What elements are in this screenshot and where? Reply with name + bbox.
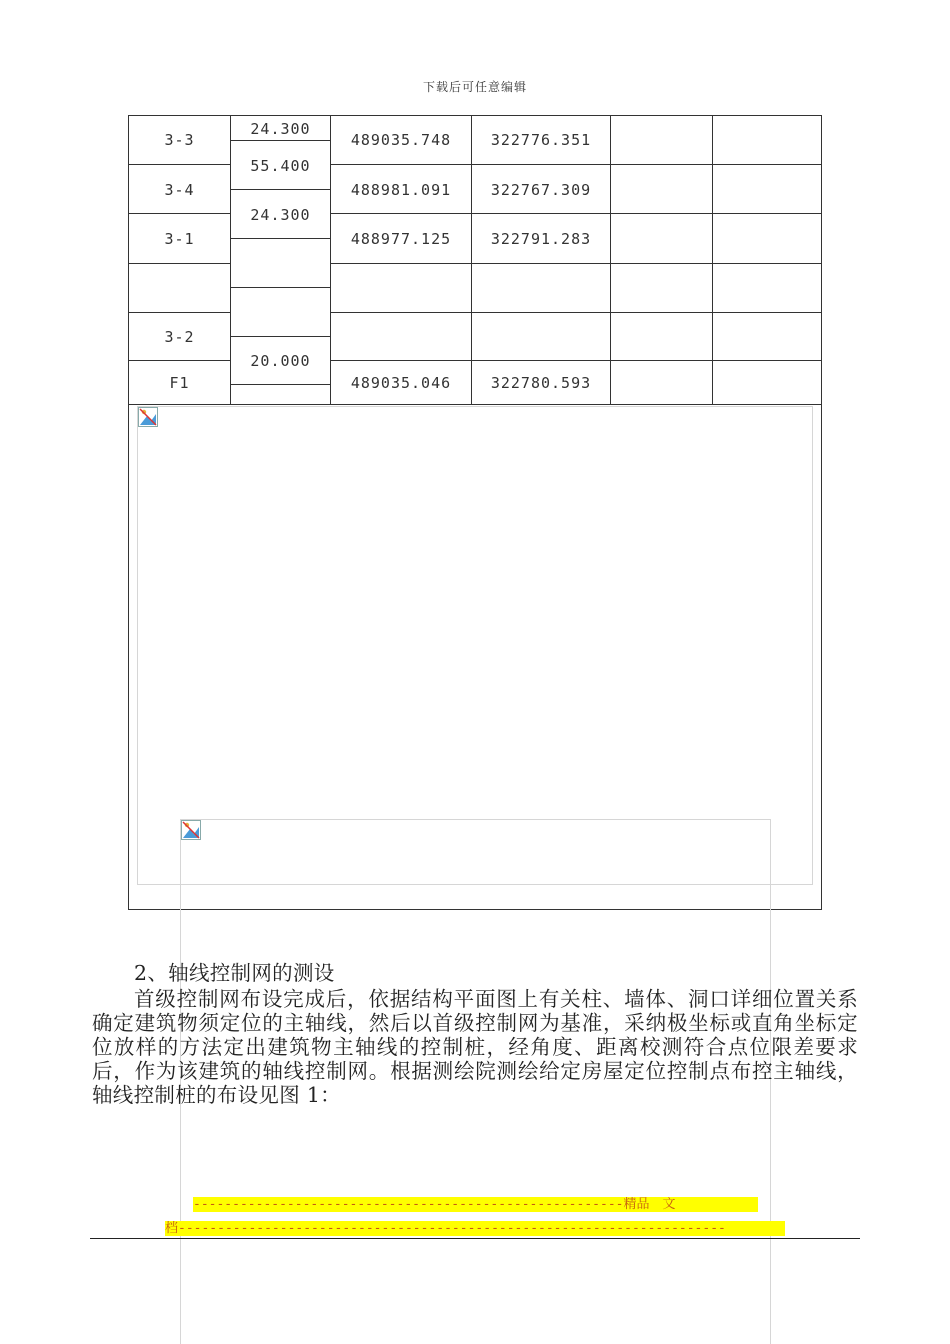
section-body-text: 首级控制网布设完成后，依据结构平面图上有关柱、墙体、洞口详细位置关系确定建筑物须定位的主轴线，然后以首级控制网为基准，采纳极坐标或直角坐标定位放样的方法定出建筑物主轴线的控制桩，经角度、距离校测符合点位限差要求后，作为该建筑的轴线控制网。根据测绘院测绘给定房屋定位控制点布控主轴线，轴线控制桩的布设见图 1： — [92, 987, 858, 1107]
footer-rule — [90, 1238, 860, 1239]
table-cell-point: 3-2 — [164, 328, 195, 346]
table-row-line — [128, 404, 822, 405]
table-col-line — [610, 115, 611, 405]
table-cell-x: 488977.125 — [350, 230, 452, 248]
broken-image-icon — [181, 820, 201, 840]
table-cell-x: 488981.091 — [350, 181, 452, 199]
table-row-line — [330, 164, 822, 165]
table-border-top — [128, 115, 822, 116]
distance-col-line — [230, 384, 330, 385]
table-cell-y: 322791.283 — [490, 230, 592, 248]
table-cell-point: 3-3 — [164, 131, 195, 149]
table-border-right — [821, 115, 822, 910]
table-cell-distance: 24.300 — [250, 120, 311, 138]
figure-image-placeholder — [137, 406, 813, 885]
table-cell-x: 489035.748 — [350, 131, 452, 149]
distance-col-line — [230, 140, 330, 141]
section-body — [92, 987, 858, 1107]
table-cell-x: 489035.046 — [350, 374, 452, 392]
table-col-line — [330, 115, 331, 405]
table-cell-y: 322767.309 — [490, 181, 592, 199]
table-row-line — [128, 263, 230, 264]
table-row-line — [330, 213, 822, 214]
watermark-line-2: 档---------------------------------------------------------------------- — [165, 1221, 785, 1236]
table-row-line — [330, 263, 822, 264]
distance-col-line — [230, 287, 330, 288]
table-row-line — [128, 213, 230, 214]
section-heading — [92, 961, 858, 985]
table-cell-y: 322776.351 — [490, 131, 592, 149]
table-cell-point: 3-1 — [164, 230, 195, 248]
table-row-line — [330, 360, 822, 361]
table-cell-y: 322780.593 — [490, 374, 592, 392]
table-row-line — [128, 360, 230, 361]
table-row-line — [128, 312, 230, 313]
table-cell-distance: 20.000 — [250, 352, 311, 370]
table-row-line — [330, 312, 822, 313]
table-cell-point: 3-4 — [164, 181, 195, 199]
table-cell-point: F1 — [169, 374, 190, 392]
section-heading-text: 2、轴线控制网的测设 — [134, 961, 335, 985]
table-col-line — [712, 115, 713, 405]
table-cell-distance: 24.300 — [250, 206, 311, 224]
table-cell-distance: 55.400 — [250, 157, 311, 175]
distance-col-line — [230, 336, 330, 337]
watermark-line-1: -------------------------------------------------------精品 文 — [193, 1197, 758, 1212]
broken-image-icon — [138, 407, 158, 427]
table-row-line — [128, 164, 230, 165]
distance-col-line — [230, 189, 330, 190]
page-header: 下载后可任意编辑 — [422, 80, 527, 94]
table-col-line — [471, 115, 472, 405]
distance-col-line — [230, 238, 330, 239]
